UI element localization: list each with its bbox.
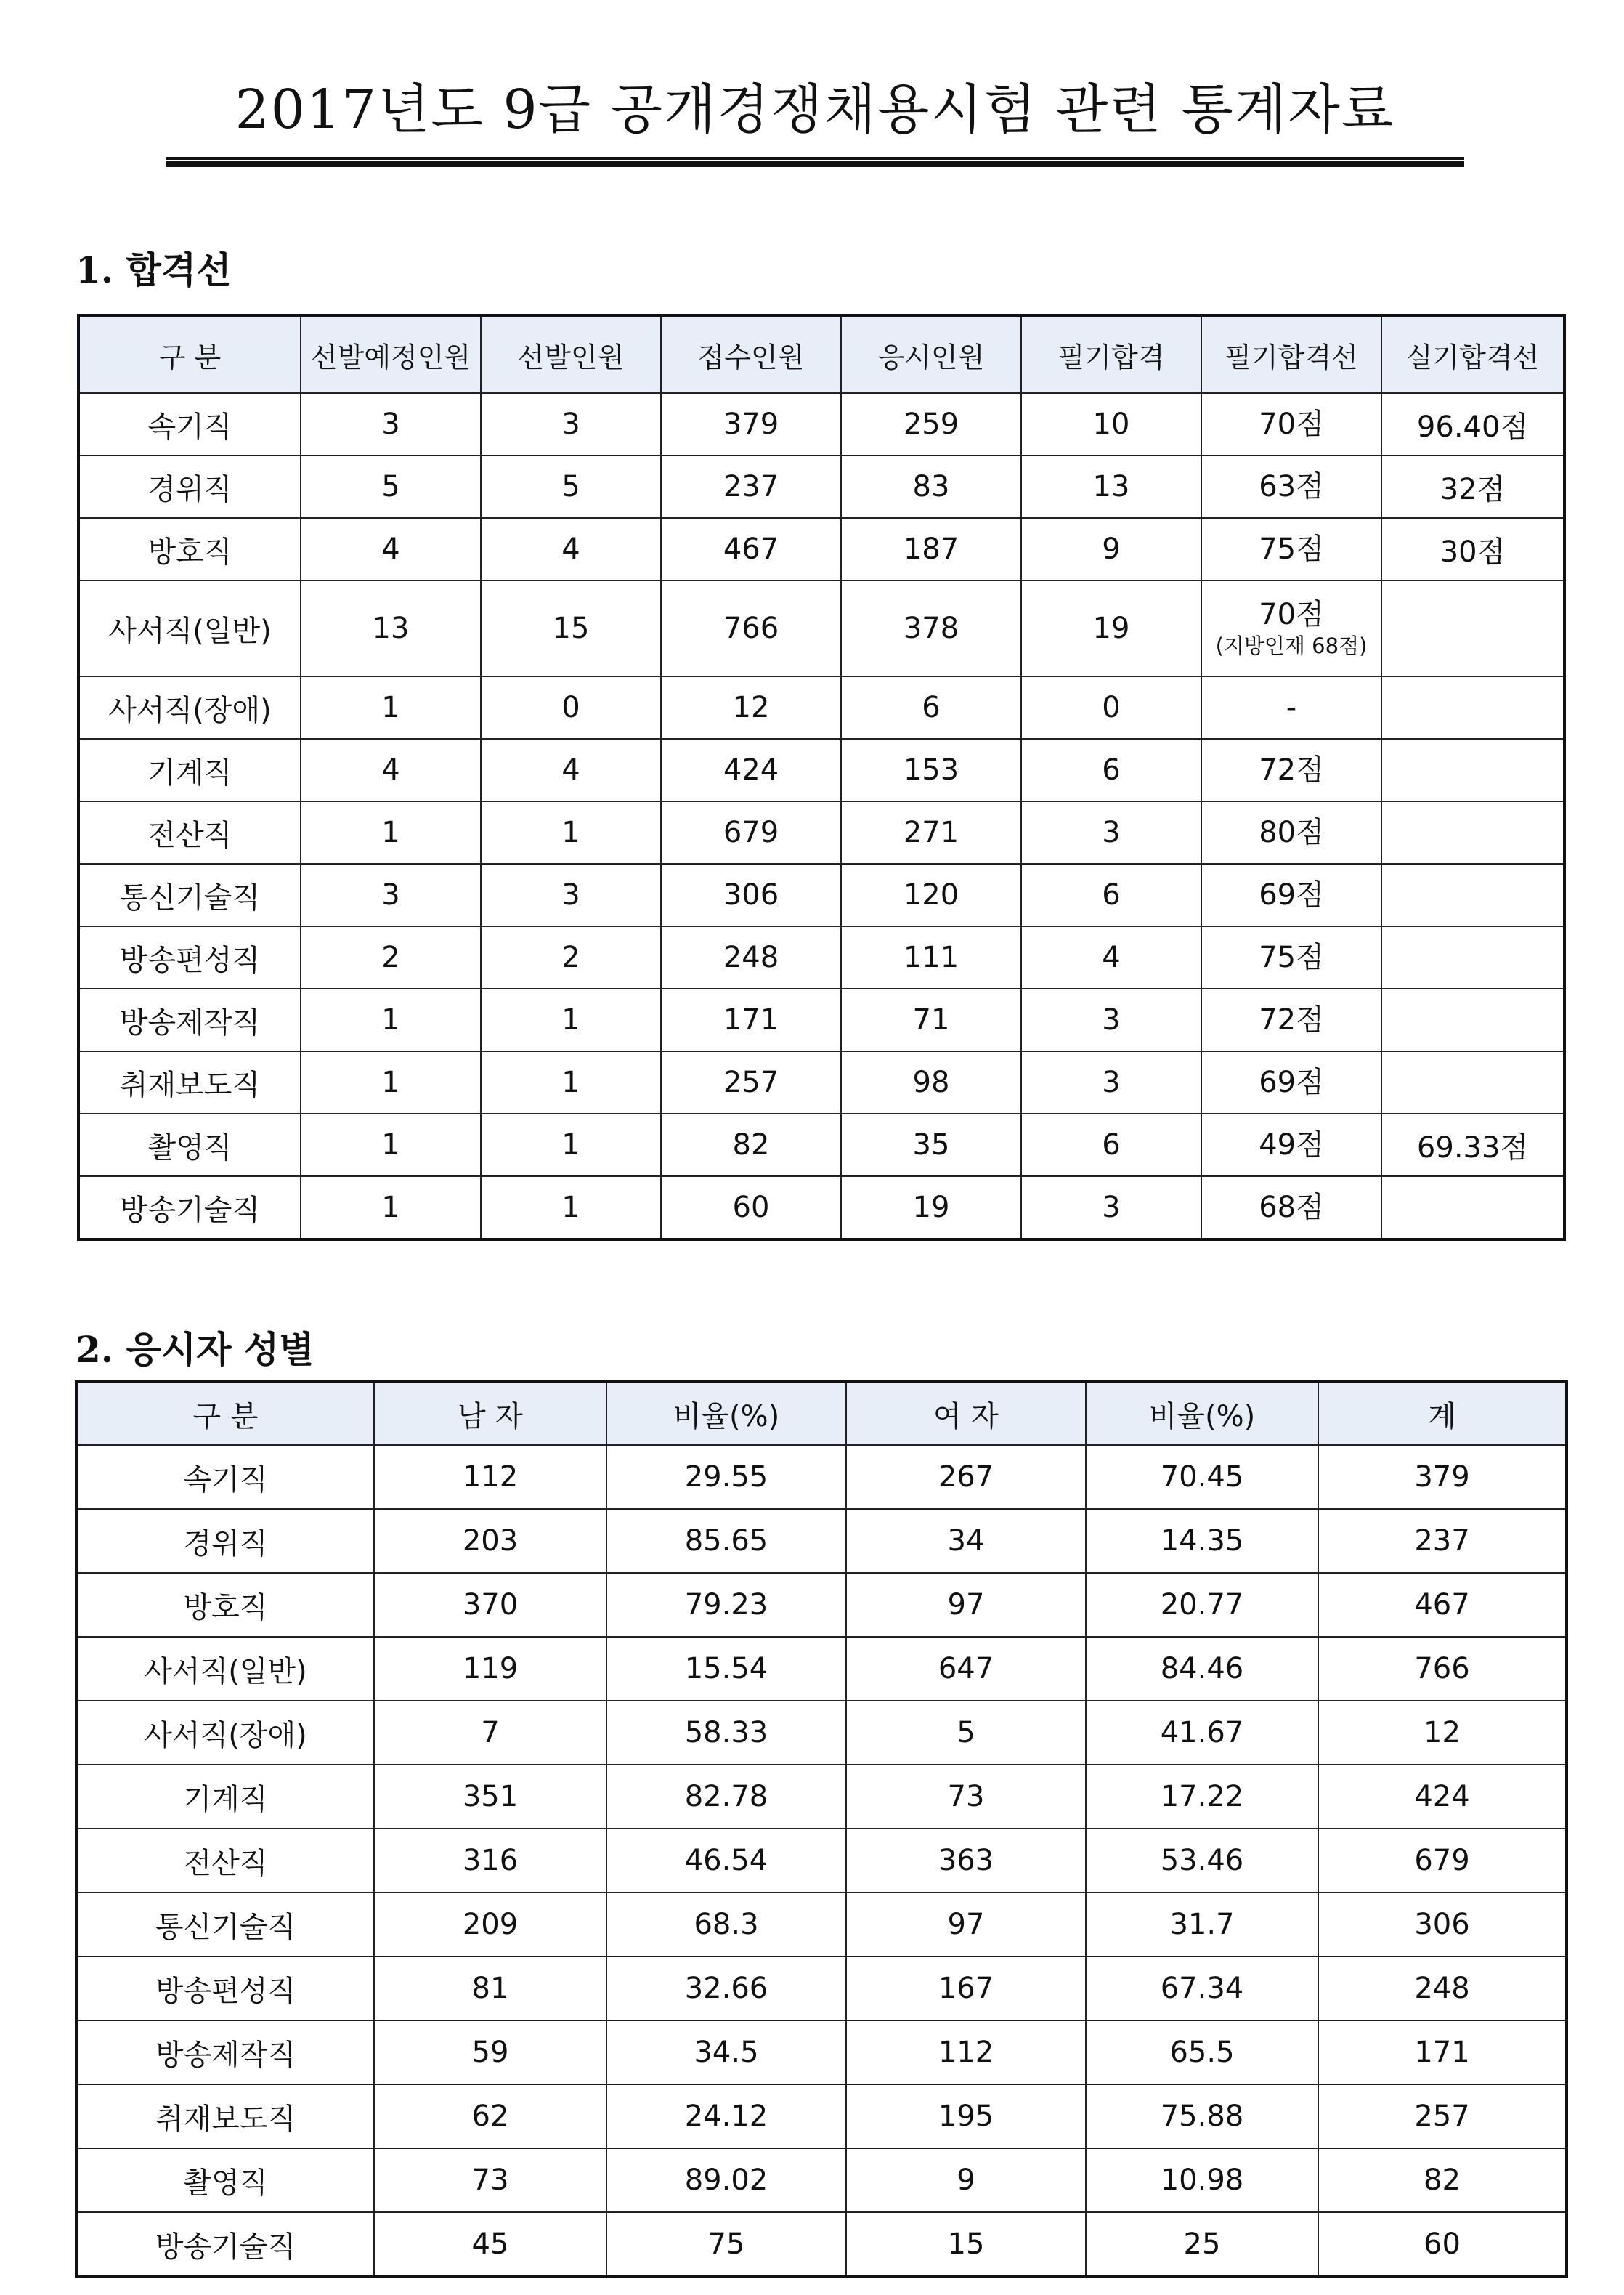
- selected-count-cell: 1: [481, 989, 661, 1051]
- total-count-cell: 257: [1318, 2084, 1567, 2148]
- female-ratio-cell: 67.34: [1086, 1956, 1318, 2020]
- table-row: [76, 2212, 1567, 2277]
- female-count-cell: 647: [846, 1637, 1086, 1701]
- column-header: 구 분: [78, 315, 301, 393]
- job-category-cell: 방송기술직: [78, 1176, 301, 1239]
- planned-count-cell: 1: [301, 1114, 481, 1176]
- written-cutoff-cell: [1201, 1176, 1381, 1239]
- tested-count-cell: 153: [841, 739, 1021, 801]
- written-pass-cell: 0: [1021, 676, 1201, 739]
- female-count-cell: 97: [846, 1893, 1086, 1956]
- tested-count-cell: 259: [841, 393, 1021, 456]
- column-header: 선발예정인원: [301, 315, 481, 393]
- male-count-cell: 112: [374, 1445, 606, 1509]
- written-cutoff-cell: [1201, 864, 1381, 926]
- document-title-block: [166, 70, 1464, 150]
- pass-cutoff-table: [77, 314, 1566, 1241]
- job-category-cell: 사서직(일반): [76, 1637, 374, 1701]
- selected-count-cell: 15: [481, 580, 661, 676]
- tested-count-cell: 83: [841, 456, 1021, 518]
- table-row: [76, 1509, 1567, 1573]
- written-pass-cell: 6: [1021, 739, 1201, 801]
- written-pass-cell: 19: [1021, 580, 1201, 676]
- tested-count-cell: 71: [841, 989, 1021, 1051]
- written-cutoff-value: 72점: [1259, 753, 1324, 787]
- table-row: [78, 989, 1564, 1051]
- written-cutoff-value: 68점: [1259, 1191, 1324, 1224]
- table-row: [76, 1445, 1567, 1509]
- male-count-cell: 316: [374, 1829, 606, 1893]
- table-row: [78, 864, 1564, 926]
- column-header: 접수인원: [661, 315, 841, 393]
- planned-count-cell: 4: [301, 518, 481, 580]
- female-ratio-cell: 75.88: [1086, 2084, 1318, 2148]
- female-count-cell: 9: [846, 2148, 1086, 2212]
- job-category-cell: 사서직(장애): [78, 676, 301, 739]
- job-category-cell: 방송제작직: [78, 989, 301, 1051]
- tested-count-cell: 98: [841, 1051, 1021, 1114]
- practical-cutoff-cell: 30점: [1381, 518, 1564, 580]
- table-row: [76, 2084, 1567, 2148]
- written-cutoff-cell: [1201, 456, 1381, 518]
- male-count-cell: 370: [374, 1573, 606, 1637]
- table-row: [76, 1573, 1567, 1637]
- planned-count-cell: 1: [301, 801, 481, 864]
- job-category-cell: 방호직: [78, 518, 301, 580]
- male-ratio-cell: 34.5: [606, 2020, 846, 2084]
- table-row: [78, 456, 1564, 518]
- column-header: 계: [1318, 1382, 1567, 1445]
- written-cutoff-value: 80점: [1259, 816, 1324, 849]
- written-cutoff-cell: [1201, 989, 1381, 1051]
- total-count-cell: 467: [1318, 1573, 1567, 1637]
- selected-count-cell: 3: [481, 393, 661, 456]
- document-title: 2017년도 9급 공개경쟁채용시험 관련 통계자료: [235, 78, 1395, 141]
- written-cutoff-cell: [1201, 1051, 1381, 1114]
- female-ratio-cell: 41.67: [1086, 1701, 1318, 1765]
- female-ratio-cell: 25: [1086, 2212, 1318, 2277]
- written-cutoff-cell: [1201, 1114, 1381, 1176]
- practical-cutoff-cell: [1381, 864, 1564, 926]
- total-count-cell: 379: [1318, 1445, 1567, 1509]
- job-category-cell: 기계직: [78, 739, 301, 801]
- applied-count-cell: 82: [661, 1114, 841, 1176]
- table-row: [76, 1637, 1567, 1701]
- table-header-row: [76, 1382, 1567, 1445]
- table-header-row: [78, 315, 1564, 393]
- female-ratio-cell: 17.22: [1086, 1765, 1318, 1829]
- planned-count-cell: 1: [301, 676, 481, 739]
- male-count-cell: 73: [374, 2148, 606, 2212]
- applied-count-cell: 12: [661, 676, 841, 739]
- tested-count-cell: 187: [841, 518, 1021, 580]
- written-cutoff-cell: [1201, 801, 1381, 864]
- job-category-cell: 경위직: [78, 456, 301, 518]
- job-category-cell: 전산직: [78, 801, 301, 864]
- applied-count-cell: 306: [661, 864, 841, 926]
- male-ratio-cell: 32.66: [606, 1956, 846, 2020]
- male-ratio-cell: 85.65: [606, 1509, 846, 1573]
- written-pass-cell: 9: [1021, 518, 1201, 580]
- male-ratio-cell: 29.55: [606, 1445, 846, 1509]
- table-row: [76, 1956, 1567, 2020]
- written-pass-cell: 6: [1021, 1114, 1201, 1176]
- male-ratio-cell: 89.02: [606, 2148, 846, 2212]
- female-count-cell: 15: [846, 2212, 1086, 2277]
- selected-count-cell: 1: [481, 1051, 661, 1114]
- selected-count-cell: 4: [481, 739, 661, 801]
- male-count-cell: 7: [374, 1701, 606, 1765]
- planned-count-cell: 5: [301, 456, 481, 518]
- applied-count-cell: 379: [661, 393, 841, 456]
- job-category-cell: 사서직(일반): [78, 580, 301, 676]
- written-cutoff-value: 70점: [1259, 598, 1324, 631]
- total-count-cell: 766: [1318, 1637, 1567, 1701]
- total-count-cell: 424: [1318, 1765, 1567, 1829]
- planned-count-cell: 1: [301, 1051, 481, 1114]
- planned-count-cell: 1: [301, 989, 481, 1051]
- total-count-cell: 679: [1318, 1829, 1567, 1893]
- female-ratio-cell: 20.77: [1086, 1573, 1318, 1637]
- written-pass-cell: 3: [1021, 801, 1201, 864]
- written-cutoff-value: 69점: [1259, 1066, 1324, 1099]
- column-header: 실기합격선: [1381, 315, 1564, 393]
- section-heading-applicant-gender: 2. 응시자 성별: [76, 1328, 314, 1371]
- tested-count-cell: 35: [841, 1114, 1021, 1176]
- pass-cutoff-table-body: [78, 393, 1564, 1239]
- male-ratio-cell: 24.12: [606, 2084, 846, 2148]
- practical-cutoff-cell: [1381, 801, 1564, 864]
- job-category-cell: 촬영직: [78, 1114, 301, 1176]
- title-double-rule: [166, 157, 1464, 167]
- practical-cutoff-cell: [1381, 1051, 1564, 1114]
- male-ratio-cell: 79.23: [606, 1573, 846, 1637]
- planned-count-cell: 13: [301, 580, 481, 676]
- female-ratio-cell: 70.45: [1086, 1445, 1318, 1509]
- column-header: 남 자: [374, 1382, 606, 1445]
- title-rule-thick: [166, 161, 1464, 167]
- female-ratio-cell: 31.7: [1086, 1893, 1318, 1956]
- written-cutoff-value: 69점: [1259, 878, 1324, 912]
- male-ratio-cell: 68.3: [606, 1893, 846, 1956]
- practical-cutoff-cell: 32점: [1381, 456, 1564, 518]
- table-row: [76, 1765, 1567, 1829]
- practical-cutoff-cell: [1381, 580, 1564, 676]
- male-count-cell: 209: [374, 1893, 606, 1956]
- table-row: [76, 2148, 1567, 2212]
- selected-count-cell: 0: [481, 676, 661, 739]
- female-ratio-cell: 14.35: [1086, 1509, 1318, 1573]
- planned-count-cell: 2: [301, 926, 481, 989]
- female-count-cell: 363: [846, 1829, 1086, 1893]
- tested-count-cell: 6: [841, 676, 1021, 739]
- total-count-cell: 306: [1318, 1893, 1567, 1956]
- column-header: 비율(%): [606, 1382, 846, 1445]
- practical-cutoff-cell: [1381, 989, 1564, 1051]
- female-ratio-cell: 84.46: [1086, 1637, 1318, 1701]
- written-pass-cell: 13: [1021, 456, 1201, 518]
- tested-count-cell: 19: [841, 1176, 1021, 1239]
- column-header: 비율(%): [1086, 1382, 1318, 1445]
- practical-cutoff-cell: [1381, 676, 1564, 739]
- applied-count-cell: 248: [661, 926, 841, 989]
- table-row: [78, 1176, 1564, 1239]
- table-row: [78, 926, 1564, 989]
- written-cutoff-note: (지방인재 68점): [1215, 634, 1368, 658]
- table-row: [76, 1701, 1567, 1765]
- applied-count-cell: 424: [661, 739, 841, 801]
- selected-count-cell: 2: [481, 926, 661, 989]
- job-category-cell: 경위직: [76, 1509, 374, 1573]
- male-ratio-cell: 46.54: [606, 1829, 846, 1893]
- male-count-cell: 81: [374, 1956, 606, 2020]
- title-rule-thin: [166, 157, 1464, 160]
- male-count-cell: 62: [374, 2084, 606, 2148]
- female-count-cell: 195: [846, 2084, 1086, 2148]
- table-row: [78, 580, 1564, 676]
- total-count-cell: 82: [1318, 2148, 1567, 2212]
- job-category-cell: 방송편성직: [78, 926, 301, 989]
- female-count-cell: 267: [846, 1445, 1086, 1509]
- written-cutoff-cell: [1201, 739, 1381, 801]
- job-category-cell: 사서직(장애): [76, 1701, 374, 1765]
- table-row: [78, 801, 1564, 864]
- written-cutoff-value: 72점: [1259, 1003, 1324, 1037]
- applicant-gender-table-body: [76, 1445, 1567, 2277]
- written-cutoff-value: 63점: [1259, 470, 1324, 503]
- male-ratio-cell: 82.78: [606, 1765, 846, 1829]
- written-pass-cell: 4: [1021, 926, 1201, 989]
- table-row: [78, 739, 1564, 801]
- female-ratio-cell: 65.5: [1086, 2020, 1318, 2084]
- applied-count-cell: 257: [661, 1051, 841, 1114]
- applicant-gender-table: [75, 1380, 1568, 2278]
- applied-count-cell: 171: [661, 989, 841, 1051]
- column-header: 응시인원: [841, 315, 1021, 393]
- job-category-cell: 촬영직: [76, 2148, 374, 2212]
- job-category-cell: 통신기술직: [78, 864, 301, 926]
- tested-count-cell: 111: [841, 926, 1021, 989]
- total-count-cell: 248: [1318, 1956, 1567, 2020]
- written-cutoff-cell: [1201, 518, 1381, 580]
- written-cutoff-value: 75점: [1259, 533, 1324, 566]
- total-count-cell: 171: [1318, 2020, 1567, 2084]
- male-count-cell: 351: [374, 1765, 606, 1829]
- table-row: [76, 1893, 1567, 1956]
- table-row: [78, 1114, 1564, 1176]
- total-count-cell: 237: [1318, 1509, 1567, 1573]
- section-heading-pass-cutoff: 1. 합격선: [76, 248, 232, 291]
- male-ratio-cell: 15.54: [606, 1637, 846, 1701]
- written-cutoff-cell: [1201, 926, 1381, 989]
- practical-cutoff-cell: [1381, 739, 1564, 801]
- practical-cutoff-cell: 69.33점: [1381, 1114, 1564, 1176]
- male-ratio-cell: 75: [606, 2212, 846, 2277]
- table-row: [78, 393, 1564, 456]
- job-category-cell: 기계직: [76, 1765, 374, 1829]
- job-category-cell: 취재보도직: [76, 2084, 374, 2148]
- female-ratio-cell: 53.46: [1086, 1829, 1318, 1893]
- female-count-cell: 167: [846, 1956, 1086, 2020]
- selected-count-cell: 4: [481, 518, 661, 580]
- job-category-cell: 취재보도직: [78, 1051, 301, 1114]
- planned-count-cell: 3: [301, 864, 481, 926]
- male-count-cell: 119: [374, 1637, 606, 1701]
- applied-count-cell: 679: [661, 801, 841, 864]
- applied-count-cell: 237: [661, 456, 841, 518]
- written-cutoff-cell: [1201, 580, 1381, 676]
- planned-count-cell: 3: [301, 393, 481, 456]
- job-category-cell: 방호직: [76, 1573, 374, 1637]
- male-count-cell: 203: [374, 1509, 606, 1573]
- written-cutoff-cell: [1201, 676, 1381, 739]
- job-category-cell: 속기직: [78, 393, 301, 456]
- selected-count-cell: 3: [481, 864, 661, 926]
- male-count-cell: 45: [374, 2212, 606, 2277]
- table-row: [78, 676, 1564, 739]
- male-count-cell: 59: [374, 2020, 606, 2084]
- practical-cutoff-cell: [1381, 926, 1564, 989]
- table-row: [76, 2020, 1567, 2084]
- column-header: 구 분: [76, 1382, 374, 1445]
- job-category-cell: 전산직: [76, 1829, 374, 1893]
- job-category-cell: 방송기술직: [76, 2212, 374, 2277]
- job-category-cell: 방송제작직: [76, 2020, 374, 2084]
- applied-count-cell: 766: [661, 580, 841, 676]
- female-count-cell: 112: [846, 2020, 1086, 2084]
- female-count-cell: 5: [846, 1701, 1086, 1765]
- column-header: 필기합격: [1021, 315, 1201, 393]
- table-row: [76, 1829, 1567, 1893]
- written-cutoff-cell: [1201, 393, 1381, 456]
- tested-count-cell: 271: [841, 801, 1021, 864]
- male-ratio-cell: 58.33: [606, 1701, 846, 1765]
- practical-cutoff-cell: [1381, 1176, 1564, 1239]
- female-count-cell: 97: [846, 1573, 1086, 1637]
- table-row: [78, 1051, 1564, 1114]
- written-pass-cell: 3: [1021, 1051, 1201, 1114]
- column-header: 여 자: [846, 1382, 1086, 1445]
- written-cutoff-value: 75점: [1259, 941, 1324, 974]
- applied-count-cell: 60: [661, 1176, 841, 1239]
- selected-count-cell: 1: [481, 1176, 661, 1239]
- job-category-cell: 통신기술직: [76, 1893, 374, 1956]
- selected-count-cell: 1: [481, 1114, 661, 1176]
- planned-count-cell: 4: [301, 739, 481, 801]
- column-header: 필기합격선: [1201, 315, 1381, 393]
- female-count-cell: 34: [846, 1509, 1086, 1573]
- female-ratio-cell: 10.98: [1086, 2148, 1318, 2212]
- total-count-cell: 12: [1318, 1701, 1567, 1765]
- selected-count-cell: 5: [481, 456, 661, 518]
- total-count-cell: 60: [1318, 2212, 1567, 2277]
- written-cutoff-value: 70점: [1259, 408, 1324, 441]
- written-pass-cell: 3: [1021, 989, 1201, 1051]
- job-category-cell: 방송편성직: [76, 1956, 374, 2020]
- written-cutoff-value: -: [1286, 691, 1297, 724]
- column-header: 선발인원: [481, 315, 661, 393]
- tested-count-cell: 378: [841, 580, 1021, 676]
- table-row: [78, 518, 1564, 580]
- written-cutoff-value: 49점: [1259, 1128, 1324, 1162]
- written-pass-cell: 10: [1021, 393, 1201, 456]
- written-pass-cell: 6: [1021, 864, 1201, 926]
- applied-count-cell: 467: [661, 518, 841, 580]
- planned-count-cell: 1: [301, 1176, 481, 1239]
- tested-count-cell: 120: [841, 864, 1021, 926]
- job-category-cell: 속기직: [76, 1445, 374, 1509]
- selected-count-cell: 1: [481, 801, 661, 864]
- practical-cutoff-cell: 96.40점: [1381, 393, 1564, 456]
- written-pass-cell: 3: [1021, 1176, 1201, 1239]
- female-count-cell: 73: [846, 1765, 1086, 1829]
